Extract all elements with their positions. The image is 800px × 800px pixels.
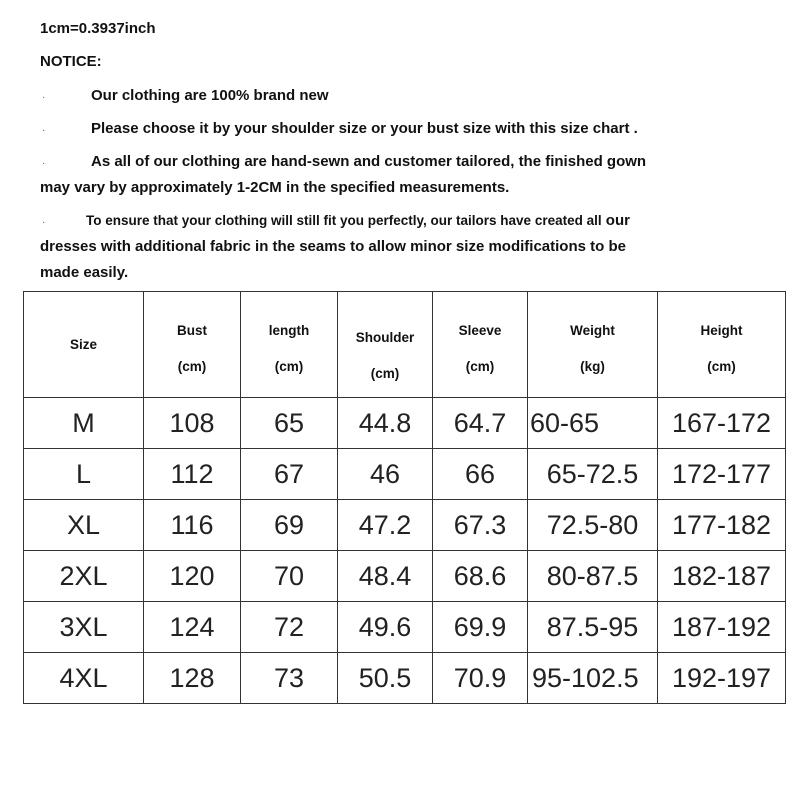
header-unit: (cm) bbox=[465, 358, 495, 374]
table-header-row bbox=[24, 292, 786, 398]
header-label: Bust bbox=[177, 322, 207, 338]
cell-sleeve: 67.3 bbox=[433, 500, 528, 551]
cell-shoulder: 50.5 bbox=[338, 653, 433, 704]
cell-size: M bbox=[24, 398, 144, 449]
cell-weight: 65-72.5 bbox=[528, 449, 658, 500]
cell-bust: 120 bbox=[144, 551, 241, 602]
header-label: Size bbox=[69, 336, 97, 352]
note-choose-size: Please choose it by your shoulder size or your bust size with this size chart . bbox=[91, 120, 638, 137]
note-fit-line2: dresses with additional fabric in the seams to allow minor size modifications to be bbox=[40, 238, 626, 255]
cell-height: 182-187 bbox=[658, 551, 786, 602]
cell-weight: 60-65 bbox=[528, 398, 658, 449]
table-row bbox=[24, 500, 786, 551]
bullet: · bbox=[42, 92, 46, 103]
header-unit: (cm) bbox=[274, 358, 304, 374]
cell-weight: 95-102.5 bbox=[528, 653, 658, 704]
table-row bbox=[24, 449, 786, 500]
cell-sleeve: 64.7 bbox=[433, 398, 528, 449]
table-row bbox=[24, 398, 786, 449]
cell-shoulder: 44.8 bbox=[338, 398, 433, 449]
header-label: Sleeve bbox=[458, 322, 502, 338]
bullet: · bbox=[42, 158, 46, 169]
cell-shoulder: 46 bbox=[338, 449, 433, 500]
cell-weight: 87.5-95 bbox=[528, 602, 658, 653]
header-size bbox=[24, 292, 144, 398]
note-fit-line1 bbox=[86, 212, 630, 229]
bullet: · bbox=[42, 217, 46, 228]
cell-sleeve: 69.9 bbox=[433, 602, 528, 653]
notice-heading: NOTICE: bbox=[40, 53, 102, 70]
header-label: length bbox=[268, 322, 310, 338]
cell-size: 3XL bbox=[24, 602, 144, 653]
cell-length: 73 bbox=[241, 653, 338, 704]
cell-bust: 116 bbox=[144, 500, 241, 551]
header-unit: (cm) bbox=[707, 358, 736, 374]
header-bust bbox=[144, 292, 241, 398]
header-label: Shoulder bbox=[355, 329, 415, 345]
cell-size: 4XL bbox=[24, 653, 144, 704]
header-unit: (kg) bbox=[580, 358, 605, 374]
cell-size: L bbox=[24, 449, 144, 500]
cell-shoulder: 48.4 bbox=[338, 551, 433, 602]
conversion-note: 1cm=0.3937inch bbox=[40, 20, 156, 37]
note-hand-sewn-line1: As all of our clothing are hand-sewn and customer tailored, the finished gown bbox=[91, 153, 647, 170]
table-row bbox=[24, 551, 786, 602]
cell-length: 69 bbox=[241, 500, 338, 551]
cell-height: 172-177 bbox=[658, 449, 786, 500]
cell-length: 72 bbox=[241, 602, 338, 653]
cell-size: XL bbox=[24, 500, 144, 551]
cell-weight: 72.5-80 bbox=[528, 500, 658, 551]
header-label: Weight bbox=[570, 322, 615, 338]
cell-size: 2XL bbox=[24, 551, 144, 602]
header-unit: (cm) bbox=[177, 358, 207, 374]
header-unit: (cm) bbox=[370, 365, 400, 381]
cell-bust: 112 bbox=[144, 449, 241, 500]
cell-shoulder: 49.6 bbox=[338, 602, 433, 653]
cell-shoulder: 47.2 bbox=[338, 500, 433, 551]
cell-sleeve: 70.9 bbox=[433, 653, 528, 704]
cell-bust: 108 bbox=[144, 398, 241, 449]
cell-length: 70 bbox=[241, 551, 338, 602]
note-fit-line1-text: To ensure that your clothing will still fit you perfectly, our tailors have created all bbox=[86, 213, 602, 228]
cell-sleeve: 68.6 bbox=[433, 551, 528, 602]
header-length bbox=[241, 292, 338, 398]
cell-height: 187-192 bbox=[658, 602, 786, 653]
cell-height: 192-197 bbox=[658, 653, 786, 704]
table-row bbox=[24, 602, 786, 653]
cell-sleeve: 66 bbox=[433, 449, 528, 500]
note-fit-line3: made easily. bbox=[40, 264, 129, 281]
cell-height: 177-182 bbox=[658, 500, 786, 551]
header-label: Height bbox=[700, 322, 743, 338]
size-chart-table bbox=[23, 291, 786, 704]
cell-length: 67 bbox=[241, 449, 338, 500]
note-hand-sewn-line2: may vary by approximately 1-2CM in the specified measurements. bbox=[40, 179, 510, 196]
cell-bust: 128 bbox=[144, 653, 241, 704]
header-sleeve bbox=[433, 292, 528, 398]
header-shoulder bbox=[338, 292, 433, 398]
header-weight bbox=[528, 292, 658, 398]
cell-weight: 80-87.5 bbox=[528, 551, 658, 602]
cell-height: 167-172 bbox=[658, 398, 786, 449]
note-fit-line1-end: our bbox=[605, 212, 630, 229]
table-row bbox=[24, 653, 786, 704]
bullet: · bbox=[42, 125, 46, 136]
cell-length: 65 bbox=[241, 398, 338, 449]
note-brand-new: Our clothing are 100% brand new bbox=[91, 87, 329, 104]
cell-bust: 124 bbox=[144, 602, 241, 653]
header-height bbox=[658, 292, 786, 398]
